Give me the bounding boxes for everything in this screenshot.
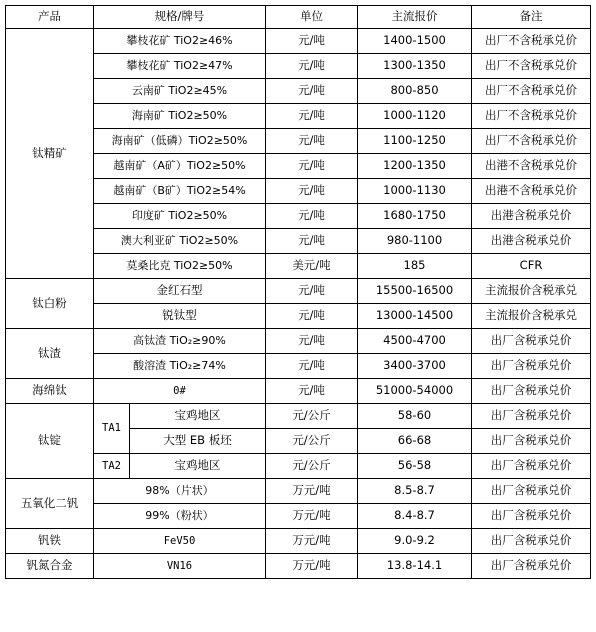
table-row	[6, 379, 591, 404]
product-cell-vanadium-nitrogen: 钒氮合金	[6, 554, 94, 579]
spec-cell: 大型 EB 板坯	[130, 429, 266, 454]
price-cell: 66-68	[358, 429, 472, 454]
spec-cell: 印度矿 TiO2≥50%	[94, 204, 266, 229]
price-cell: 8.5-8.7	[358, 479, 472, 504]
table-row	[6, 354, 591, 379]
unit-cell: 元/吨	[266, 154, 358, 179]
spec-cell: 酸溶渣 TiO₂≥74%	[94, 354, 266, 379]
spec-cell: 越南矿（A矿）TiO2≥50%	[94, 154, 266, 179]
table-row	[6, 179, 591, 204]
spec-cell: FeV50	[94, 529, 266, 554]
grade-cell-ta2: TA2	[94, 454, 130, 479]
unit-cell: 万元/吨	[266, 504, 358, 529]
unit-cell: 元/吨	[266, 104, 358, 129]
unit-cell: 元/吨	[266, 279, 358, 304]
spec-cell: 0#	[94, 379, 266, 404]
note-cell: CFR	[472, 254, 591, 279]
table-row	[6, 454, 591, 479]
note-cell: 出港不含税承兑价	[472, 154, 591, 179]
spec-cell: 海南矿 TiO2≥50%	[94, 104, 266, 129]
unit-cell: 万元/吨	[266, 529, 358, 554]
price-cell: 185	[358, 254, 472, 279]
unit-cell: 元/吨	[266, 179, 358, 204]
spec-cell: 宝鸡地区	[130, 454, 266, 479]
spec-cell: 99%（粉状）	[94, 504, 266, 529]
table-row	[6, 204, 591, 229]
table-row	[6, 329, 591, 354]
price-cell: 8.4-8.7	[358, 504, 472, 529]
unit-cell: 元/吨	[266, 304, 358, 329]
table-row	[6, 504, 591, 529]
spec-cell: 莫桑比克 TiO2≥50%	[94, 254, 266, 279]
price-cell: 1000-1130	[358, 179, 472, 204]
table-row	[6, 229, 591, 254]
unit-cell: 元/吨	[266, 229, 358, 254]
table-row	[6, 79, 591, 104]
price-cell: 4500-4700	[358, 329, 472, 354]
note-cell: 出港含税承兑价	[472, 229, 591, 254]
note-cell: 出厂不含税承兑价	[472, 29, 591, 54]
price-cell: 3400-3700	[358, 354, 472, 379]
unit-cell: 元/吨	[266, 29, 358, 54]
price-cell: 1000-1120	[358, 104, 472, 129]
table-row	[6, 554, 591, 579]
price-cell: 1200-1350	[358, 154, 472, 179]
unit-cell: 元/吨	[266, 329, 358, 354]
unit-cell: 元/公斤	[266, 404, 358, 429]
price-cell: 13000-14500	[358, 304, 472, 329]
price-cell: 1400-1500	[358, 29, 472, 54]
price-cell: 800-850	[358, 79, 472, 104]
price-cell: 1100-1250	[358, 129, 472, 154]
note-cell: 出厂不含税承兑价	[472, 129, 591, 154]
note-cell: 出厂不含税承兑价	[472, 104, 591, 129]
price-cell: 56-58	[358, 454, 472, 479]
product-cell-titanium-ingot: 钛锭	[6, 404, 94, 479]
spec-cell: 海南矿（低磷）TiO2≥50%	[94, 129, 266, 154]
unit-cell: 美元/吨	[266, 254, 358, 279]
product-cell-titanium-slag: 钛渣	[6, 329, 94, 379]
price-cell: 13.8-14.1	[358, 554, 472, 579]
price-cell: 15500-16500	[358, 279, 472, 304]
spec-cell: 攀枝花矿 TiO2≥47%	[94, 54, 266, 79]
spec-cell: 金红石型	[94, 279, 266, 304]
note-cell: 主流报价含税承兑	[472, 279, 591, 304]
note-cell: 出厂含税承兑价	[472, 379, 591, 404]
table-row	[6, 279, 591, 304]
note-cell: 出厂含税承兑价	[472, 479, 591, 504]
table-row	[6, 254, 591, 279]
header-price: 主流报价	[358, 6, 472, 29]
table-row	[6, 304, 591, 329]
unit-cell: 元/吨	[266, 54, 358, 79]
price-cell: 9.0-9.2	[358, 529, 472, 554]
unit-cell: 万元/吨	[266, 554, 358, 579]
header-spec: 规格/牌号	[94, 6, 266, 29]
product-cell-titanium-concentrate: 钛精矿	[6, 29, 94, 279]
note-cell: 出厂含税承兑价	[472, 529, 591, 554]
product-cell-titanium-dioxide: 钛白粉	[6, 279, 94, 329]
spec-cell: 越南矿（B矿）TiO2≥54%	[94, 179, 266, 204]
unit-cell: 元/公斤	[266, 454, 358, 479]
spec-cell: 宝鸡地区	[130, 404, 266, 429]
product-cell-sponge-titanium: 海绵钛	[6, 379, 94, 404]
note-cell: 出厂含税承兑价	[472, 454, 591, 479]
table-row	[6, 154, 591, 179]
note-cell: 出厂含税承兑价	[472, 429, 591, 454]
note-cell: 出厂含税承兑价	[472, 404, 591, 429]
unit-cell: 万元/吨	[266, 479, 358, 504]
note-cell: 出港不含税承兑价	[472, 179, 591, 204]
spec-cell: VN16	[94, 554, 266, 579]
price-cell: 1300-1350	[358, 54, 472, 79]
unit-cell: 元/吨	[266, 379, 358, 404]
price-table	[5, 5, 591, 579]
product-cell-ferrovanadium: 钒铁	[6, 529, 94, 554]
product-cell-vanadium-pentoxide: 五氧化二钒	[6, 479, 94, 529]
unit-cell: 元/公斤	[266, 429, 358, 454]
table-row	[6, 29, 591, 54]
note-cell: 出厂不含税承兑价	[472, 54, 591, 79]
header-row	[6, 6, 591, 29]
spec-cell: 98%（片状）	[94, 479, 266, 504]
unit-cell: 元/吨	[266, 354, 358, 379]
grade-cell-ta1: TA1	[94, 404, 130, 454]
table-row	[6, 129, 591, 154]
unit-cell: 元/吨	[266, 79, 358, 104]
spec-cell: 高钛渣 TiO₂≥90%	[94, 329, 266, 354]
table-row	[6, 404, 591, 429]
header-product: 产品	[6, 6, 94, 29]
table-row	[6, 479, 591, 504]
table-row	[6, 54, 591, 79]
note-cell: 出厂含税承兑价	[472, 329, 591, 354]
note-cell: 出厂不含税承兑价	[472, 79, 591, 104]
spec-cell: 锐钛型	[94, 304, 266, 329]
header-note: 备注	[472, 6, 591, 29]
spec-cell: 澳大利亚矿 TiO2≥50%	[94, 229, 266, 254]
note-cell: 出厂含税承兑价	[472, 504, 591, 529]
table-row	[6, 104, 591, 129]
spec-cell: 云南矿 TiO2≥45%	[94, 79, 266, 104]
note-cell: 出厂含税承兑价	[472, 554, 591, 579]
price-cell: 1680-1750	[358, 204, 472, 229]
table-row	[6, 529, 591, 554]
note-cell: 出港含税承兑价	[472, 204, 591, 229]
price-cell: 58-60	[358, 404, 472, 429]
unit-cell: 元/吨	[266, 204, 358, 229]
header-unit: 单位	[266, 6, 358, 29]
note-cell: 主流报价含税承兑	[472, 304, 591, 329]
spec-cell: 攀枝花矿 TiO2≥46%	[94, 29, 266, 54]
price-cell: 980-1100	[358, 229, 472, 254]
price-cell: 51000-54000	[358, 379, 472, 404]
note-cell: 出厂含税承兑价	[472, 354, 591, 379]
unit-cell: 元/吨	[266, 129, 358, 154]
